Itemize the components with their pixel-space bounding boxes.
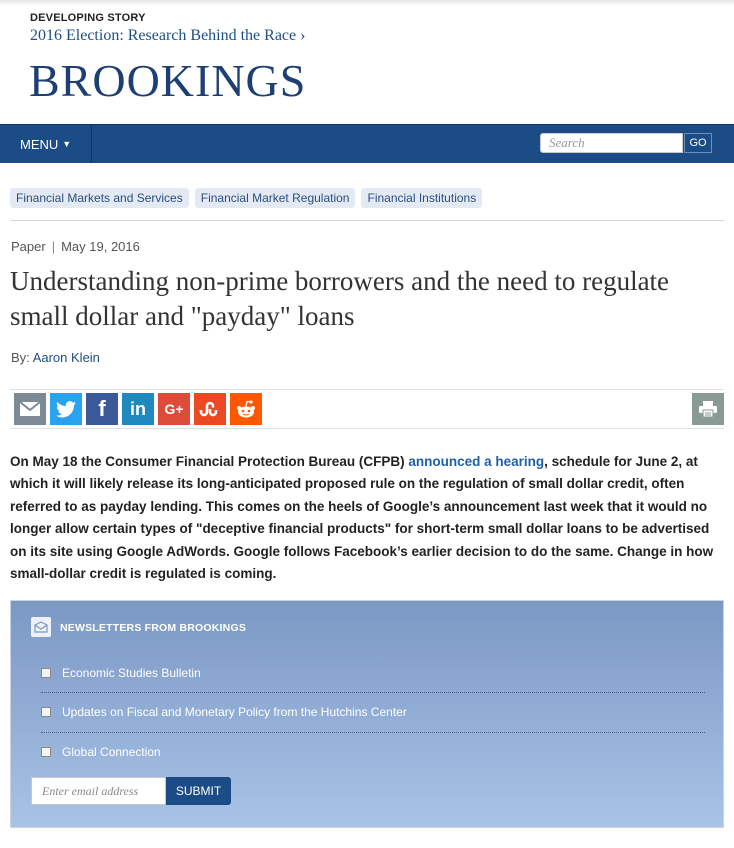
menu-label: MENU [20,136,59,152]
article-title: Understanding non-prime borrowers and the need to regulate small dollar and "payday" loans [10,266,670,331]
checkbox[interactable] [41,668,51,678]
email-share-button[interactable] [14,393,46,425]
google-plus-share-button[interactable] [158,393,190,425]
facebook-share-button[interactable] [86,393,118,425]
lead-text-continued: , schedule for June 2, at which it will likely release its long-anticipated proposed rule on the regulation of small dollar credit, often referred to as payday lending. This comes on the heels of Google’s announcement last week that it would no longer allow certain types of "deceptive financial products" for short-term small dollar loans to be advertised on its site using Google AdWords. Google follows Facebook’s earlier decision to do the same. Change in how small-dollar credit is regulated is coming. [10,454,714,582]
dotted-divider [41,692,705,693]
print-button[interactable] [692,393,724,425]
newsletter-envelope-icon [31,617,51,637]
topic-tag[interactable]: Financial Institutions [361,188,482,208]
twitter-icon [56,401,76,418]
divider [10,220,724,221]
divider [10,389,724,390]
meta-separator: | [51,239,56,254]
stumbleupon-icon [199,401,221,417]
caret-down-icon: ▼ [62,139,72,149]
article-date: May 19, 2016 [61,239,140,254]
checkbox[interactable] [41,747,51,757]
lead-text: On May 18 the Consumer Financial Protection Bureau (CFPB) [10,454,409,469]
newsletter-option-economic-studies[interactable] [41,663,201,683]
linkedin-icon: in [130,398,146,419]
envelope-icon [19,401,41,417]
checkbox[interactable] [41,707,51,717]
newsletter-title: NEWSLETTERS FROM BROOKINGS [60,622,247,634]
byline [11,350,100,365]
reddit-share-button[interactable] [230,393,262,425]
newsletter-option-label: Updates on Fiscal and Monetary Policy from the Hutchins Center [62,705,407,719]
main-nav [0,124,734,163]
reddit-icon [235,399,257,419]
newsletter-signup-box [10,600,724,828]
facebook-icon: f [98,396,106,421]
newsletter-option-label: Global Connection [62,745,161,759]
topic-tags [10,188,482,208]
brookings-logo[interactable]: BROOKINGS [29,55,307,106]
linkedin-share-button[interactable] [122,393,154,425]
byline-label: By: [11,350,30,365]
stumbleupon-share-button[interactable] [194,393,226,425]
developing-story-link[interactable]: 2016 Election: Research Behind the Race › [30,27,306,44]
topic-tag[interactable]: Financial Markets and Services [10,188,189,208]
developing-story-label: DEVELOPING STORY [30,12,146,24]
twitter-share-button[interactable] [50,393,82,425]
email-input[interactable] [31,777,166,805]
menu-button[interactable] [0,125,92,163]
article-meta [11,239,140,254]
article-type: Paper [11,239,46,254]
divider [10,428,724,429]
newsletter-option-global-connection[interactable] [41,742,161,762]
share-buttons [14,393,262,425]
developing-story-bar [0,0,734,124]
submit-button[interactable]: SUBMIT [166,777,231,805]
google-plus-icon: G+ [164,401,184,417]
dotted-divider [41,732,705,733]
article-lead-paragraph [10,451,724,585]
newsletter-option-hutchins[interactable] [41,702,407,722]
search-go-button[interactable]: GO [684,133,712,153]
printer-icon [698,400,718,418]
search-input[interactable] [540,133,683,153]
topic-tag[interactable]: Financial Market Regulation [195,188,356,208]
author-link[interactable]: Aaron Klein [32,350,100,365]
announced-hearing-link[interactable]: announced a hearing [408,454,545,469]
newsletter-option-label: Economic Studies Bulletin [62,666,201,680]
